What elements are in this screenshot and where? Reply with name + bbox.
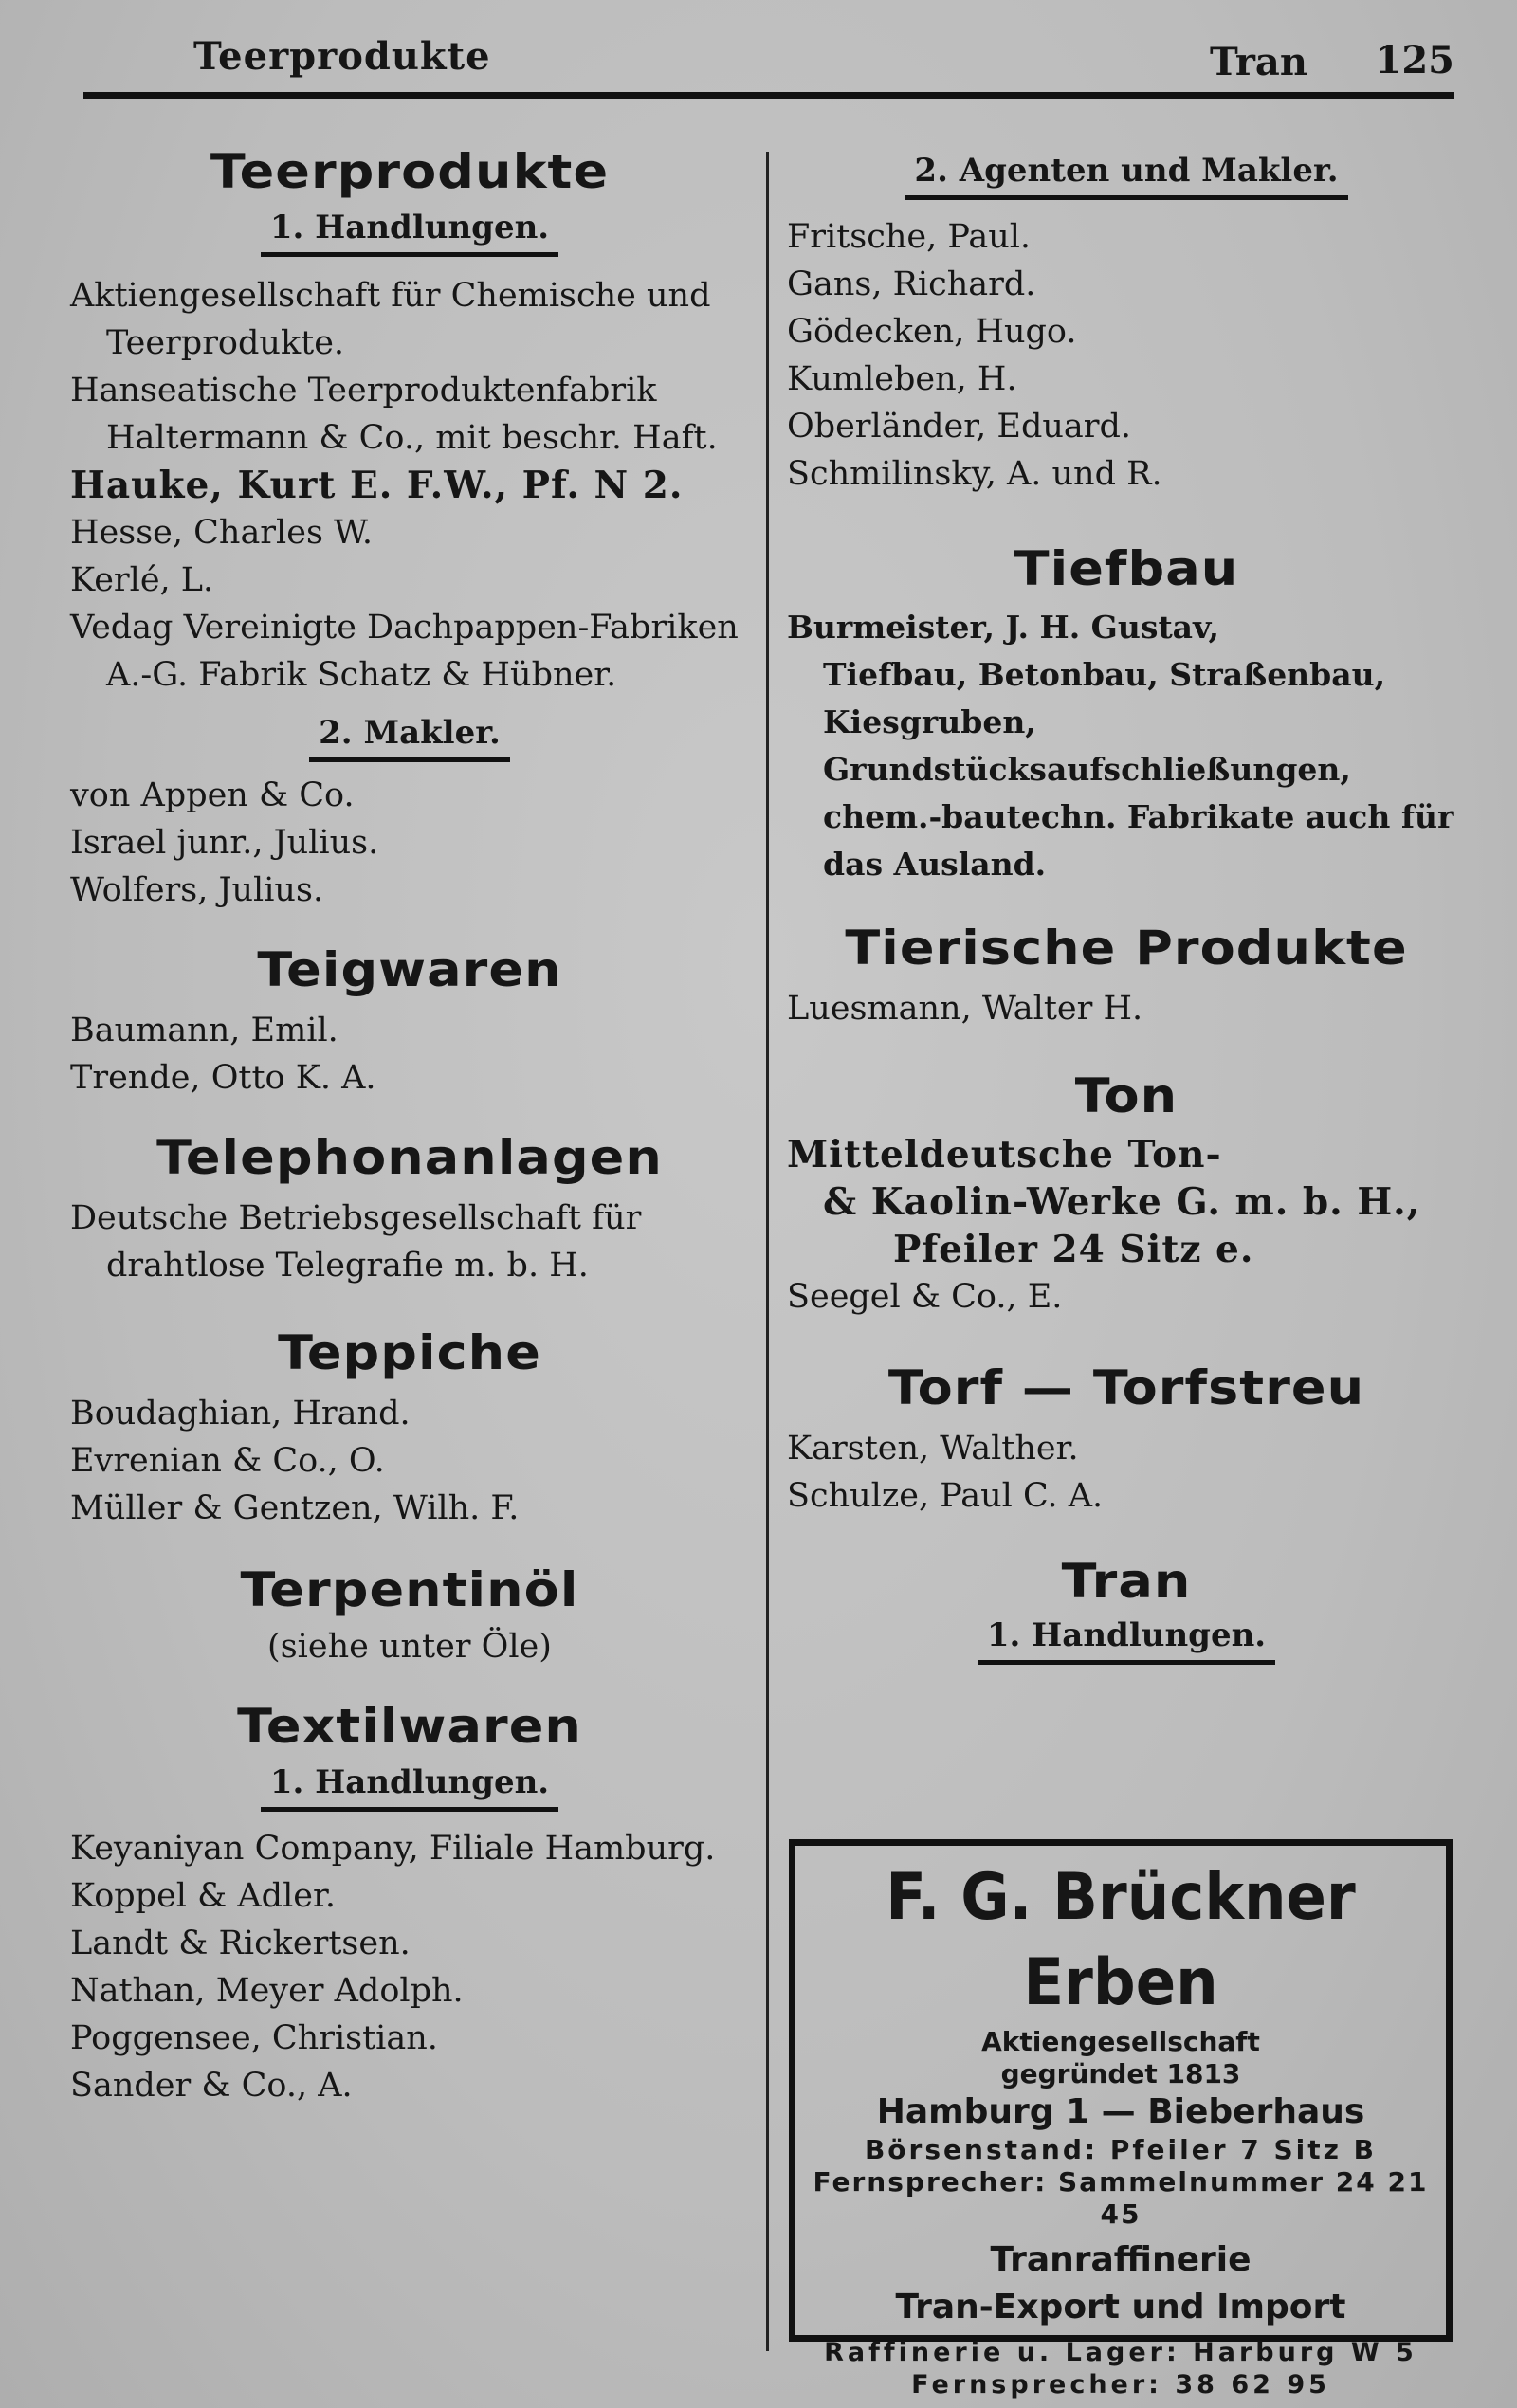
ad-address: Hamburg 1 — Bieberhaus [876,2092,1365,2131]
entry-list [787,213,1466,498]
ad-warehouse-phone: Fernsprecher: 38 62 95 [911,2370,1330,2399]
list-item: Deutsche Betriebsgesellschaft für drahtlose Telegrafie m. b. H. [70,1199,642,1285]
subheading [70,1763,749,1812]
section-teerprodukte [70,142,749,914]
section-agenten-makler [787,152,1466,498]
header-right-title: Tran [1210,40,1307,84]
list-item: Poggensee, Christian. [70,2019,438,2057]
right-column [787,133,1466,1665]
list-item: Evrenian & Co., O. [70,1442,385,1480]
section-telephonanlagen [70,1128,749,1289]
section-ton [787,1067,1466,1321]
list-item: Aktiengesellschaft für Chemische und Teerprodukte. [70,277,711,362]
ad-exchange-stand: Börsenstand: Pfeiler 7 Sitz B [864,2134,1378,2165]
subheading [787,1616,1466,1665]
column-divider [766,152,769,2351]
section-heading: Tierische Produkte [845,921,1408,976]
list-item: Trende, Otto K. A. [70,1059,376,1097]
list-item: Landt & Rickertsen. [70,1925,411,1962]
entry-list [70,1007,749,1102]
list-item: Müller & Gentzen, Wilh. F. [70,1489,520,1527]
list-item: Schmilinsky, A. und R. [787,455,1162,493]
header-rule [83,92,1454,99]
entry-list [70,1195,749,1289]
list-item: & Kaolin-Werke G. m. b. H., [823,1180,1421,1224]
section-heading: Teppiche [278,1325,541,1380]
list-item: Hanseatische Teerproduktenfabrik Haltermann & Co., mit beschr. Haft. [70,372,718,457]
list-item: Boudaghian, Hrand. [70,1395,411,1432]
subheading-label: 2. Agenten und Makler. [905,152,1347,200]
cross-reference-note: (siehe unter Öle) [267,1628,552,1666]
list-item: Vedag Vereinigte Dachpappen-Fabriken A.-G. Fabrik Schatz & Hübner. [70,609,739,694]
entry-list [787,1425,1466,1520]
subheading-label: 1. Handlungen. [261,209,558,257]
subheading-label: 1. Handlungen. [261,1763,558,1812]
section-heading: Terpentinöl [240,1562,579,1617]
subheading [787,152,1466,200]
section-heading: Tran [1061,1554,1192,1609]
section-heading: Tiefbau [1014,541,1239,596]
list-item: Schulze, Paul C. A. [787,1477,1104,1515]
list-item: Gans, Richard. [787,265,1036,303]
list-item: Kumleben, H. [787,360,1017,398]
advertisement-box [789,1839,1453,2399]
list-item: Koppel & Adler. [70,1877,336,1915]
section-heading: Torf — Torfstreu [887,1360,1365,1415]
list-item-description: Tiefbau, Betonbau, Straßenbau, Kiesgruben, Grundstücksaufschließungen, chem.-bautechn. Fabrikate auch für das Ausland. [823,656,1454,883]
list-item: Nathan, Meyer Adolph. [70,1972,464,2010]
left-column [70,133,749,2109]
section-textilwaren [70,1697,749,2109]
section-heading: Ton [1074,1068,1179,1123]
ad-phone: Fernsprecher: Sammelnummer 24 21 45 [813,2166,1429,2230]
list-item: Karsten, Walther. [787,1430,1079,1468]
list-item: Baumann, Emil. [70,1012,338,1049]
list-item: Pfeiler 24 Sitz e. [893,1228,1254,1271]
section-torf [787,1359,1466,1520]
entry-list [70,1390,749,1532]
section-heading: Teigwaren [257,942,562,997]
list-item: Burmeister, J. H. Gustav, [787,609,1220,646]
list-item: von Appen & Co. [70,776,355,814]
subheading [70,209,749,257]
entry-list [787,985,1466,1032]
entry-list [70,272,749,699]
ad-business-line: Tranraffinerie [990,2240,1252,2279]
section-terpentinoel [70,1560,749,1670]
list-item: Seegel & Co., E. [787,1278,1063,1316]
ad-company-name: F. G. Brückner Erben [886,1860,1356,2020]
entry-list [787,1131,1466,1321]
running-header [83,28,1454,95]
section-heading: Teerprodukte [210,144,610,199]
section-heading: Telephonanlagen [156,1130,663,1185]
ad-founded: gegründet 1813 [1000,2058,1241,2089]
subheading-label: 2. Makler. [309,714,510,762]
page-number: 125 [1375,38,1454,82]
header-left-title: Teerprodukte [193,34,491,79]
section-teigwaren [70,940,749,1102]
section-tran [787,1552,1466,1665]
section-heading: Textilwaren [237,1699,582,1754]
list-item: Oberländer, Eduard. [787,408,1132,446]
entry-list [787,604,1466,888]
list-item: Mitteldeutsche Ton- [787,1133,1222,1177]
list-item: Hauke, Kurt E. F.W., Pf. N 2. [70,464,684,507]
subheading [70,714,749,762]
list-item: Sander & Co., A. [70,2067,353,2105]
ad-warehouse: Raffinerie u. Lager: Harburg W 5 [824,2338,1417,2367]
section-tierische-produkte [787,919,1466,1032]
list-item: Wolfers, Julius. [70,871,324,909]
ad-legal-form: Aktiengesellschaft [981,2026,1260,2057]
list-item: Luesmann, Walter H. [787,990,1143,1028]
list-item: Israel junr., Julius. [70,824,379,862]
list-item: Kerlé, L. [70,561,214,599]
list-item: Gödecken, Hugo. [787,313,1077,351]
entry-list [70,1825,749,2109]
ad-business-line: Tran-Export und Import [895,2288,1346,2326]
entry-list [70,772,749,914]
list-item: Fritsche, Paul. [787,218,1032,256]
list-item: Keyaniyan Company, Filiale Hamburg. [70,1830,716,1868]
list-item: Hesse, Charles W. [70,514,374,552]
section-tiefbau [787,539,1466,888]
section-teppiche [70,1323,749,1532]
subheading-label: 1. Handlungen. [978,1616,1275,1665]
